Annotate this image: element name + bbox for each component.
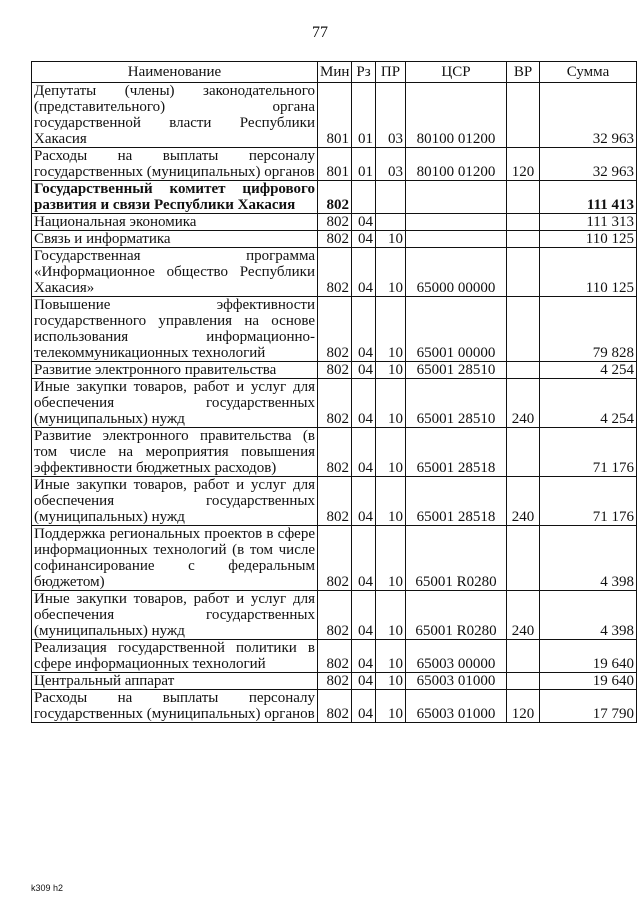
footer-code: k309 h2	[31, 883, 64, 893]
cell-rz: 04	[352, 248, 376, 297]
cell-name: Связь и информатика	[32, 231, 318, 248]
cell-min: 802	[318, 379, 352, 428]
cell-csr: 65001 28518	[406, 477, 507, 526]
budget-table	[31, 61, 637, 723]
cell-vr	[507, 640, 540, 673]
cell-name: Поддержка региональных проектов в сфере информационных технологий (в том числе софинансирование с федеральным бюджетом)	[32, 526, 318, 591]
table-row	[32, 673, 637, 690]
cell-name: Депутаты (члены) законодательного (представительного) органа государственной власти Республики Хакасия	[32, 83, 318, 148]
cell-min: 801	[318, 148, 352, 181]
header-name: Наименование	[32, 62, 318, 83]
cell-rz: 01	[352, 148, 376, 181]
cell-pr: 10	[376, 477, 406, 526]
cell-vr	[507, 83, 540, 148]
table-row	[32, 214, 637, 231]
cell-vr	[507, 297, 540, 362]
cell-name: Реализация государственной политики в сфере информационных технологий	[32, 640, 318, 673]
cell-pr: 10	[376, 690, 406, 723]
cell-min: 802	[318, 640, 352, 673]
cell-csr: 65003 01000	[406, 690, 507, 723]
cell-csr: 65001 00000	[406, 297, 507, 362]
cell-vr: 240	[507, 477, 540, 526]
cell-rz: 04	[352, 690, 376, 723]
cell-csr: 65000 00000	[406, 248, 507, 297]
cell-vr: 120	[507, 148, 540, 181]
cell-pr: 10	[376, 526, 406, 591]
cell-sum: 79 828	[540, 297, 637, 362]
cell-vr: 120	[507, 690, 540, 723]
cell-name: Государственная программа «Информационное общество Республики Хакасия»	[32, 248, 318, 297]
header-vr: ВР	[507, 62, 540, 83]
table-row	[32, 477, 637, 526]
cell-csr	[406, 231, 507, 248]
cell-rz: 04	[352, 477, 376, 526]
cell-csr	[406, 214, 507, 231]
table-row	[32, 640, 637, 673]
cell-pr: 10	[376, 248, 406, 297]
table-row	[32, 591, 637, 640]
header-min: Мин	[318, 62, 352, 83]
cell-name: Центральный аппарат	[32, 673, 318, 690]
cell-rz: 04	[352, 297, 376, 362]
cell-sum: 110 125	[540, 248, 637, 297]
cell-pr: 10	[376, 297, 406, 362]
cell-vr: 240	[507, 379, 540, 428]
cell-sum: 71 176	[540, 428, 637, 477]
table-row	[32, 379, 637, 428]
table-row	[32, 181, 637, 214]
cell-sum: 4 398	[540, 526, 637, 591]
cell-min: 802	[318, 181, 352, 214]
cell-sum: 4 254	[540, 362, 637, 379]
cell-min: 802	[318, 248, 352, 297]
page-number: 77	[312, 24, 328, 41]
cell-pr: 10	[376, 428, 406, 477]
cell-pr: 10	[376, 379, 406, 428]
cell-vr	[507, 362, 540, 379]
cell-rz: 04	[352, 673, 376, 690]
cell-sum: 111 413	[540, 181, 637, 214]
cell-csr: 65001 R0280	[406, 526, 507, 591]
header-csr: ЦСР	[406, 62, 507, 83]
cell-min: 802	[318, 214, 352, 231]
cell-csr: 65001 28510	[406, 362, 507, 379]
table-row	[32, 428, 637, 477]
cell-csr: 80100 01200	[406, 83, 507, 148]
table-row	[32, 248, 637, 297]
cell-name: Развитие электронного правительства	[32, 362, 318, 379]
header-row	[32, 62, 637, 83]
cell-pr: 10	[376, 673, 406, 690]
cell-rz: 04	[352, 379, 376, 428]
cell-sum: 19 640	[540, 673, 637, 690]
cell-pr	[376, 181, 406, 214]
cell-name: Иные закупки товаров, работ и услуг для обеспечения государственных (муниципальных) нужд	[32, 379, 318, 428]
cell-min: 802	[318, 362, 352, 379]
cell-vr	[507, 231, 540, 248]
cell-vr	[507, 181, 540, 214]
cell-sum: 111 313	[540, 214, 637, 231]
cell-sum: 17 790	[540, 690, 637, 723]
cell-sum: 32 963	[540, 148, 637, 181]
table-row	[32, 362, 637, 379]
budget-table-body	[32, 83, 637, 723]
cell-rz	[352, 181, 376, 214]
cell-pr: 10	[376, 591, 406, 640]
header-sum: Сумма	[540, 62, 637, 83]
cell-min: 801	[318, 83, 352, 148]
cell-name: Иные закупки товаров, работ и услуг для обеспечения государственных (муниципальных) нужд	[32, 591, 318, 640]
cell-sum: 4 254	[540, 379, 637, 428]
cell-rz: 01	[352, 83, 376, 148]
cell-vr	[507, 214, 540, 231]
cell-min: 802	[318, 673, 352, 690]
cell-sum: 71 176	[540, 477, 637, 526]
cell-vr	[507, 673, 540, 690]
cell-pr: 10	[376, 640, 406, 673]
cell-pr: 10	[376, 362, 406, 379]
cell-rz: 04	[352, 362, 376, 379]
table-row	[32, 231, 637, 248]
cell-csr: 65003 01000	[406, 673, 507, 690]
cell-name: Развитие электронного правительства (в том числе на мероприятия повышения эффективности бюджетных расходов)	[32, 428, 318, 477]
table-row	[32, 526, 637, 591]
cell-sum: 19 640	[540, 640, 637, 673]
header-rz: Рз	[352, 62, 376, 83]
cell-vr	[507, 526, 540, 591]
cell-min: 802	[318, 297, 352, 362]
cell-pr: 03	[376, 148, 406, 181]
cell-name: Повышение эффективности государственного управления на основе использования информационно-телекоммуникационных технологий	[32, 297, 318, 362]
cell-vr: 240	[507, 591, 540, 640]
cell-min: 802	[318, 591, 352, 640]
cell-pr: 03	[376, 83, 406, 148]
cell-name: Иные закупки товаров, работ и услуг для обеспечения государственных (муниципальных) нужд	[32, 477, 318, 526]
cell-sum: 110 125	[540, 231, 637, 248]
cell-csr	[406, 181, 507, 214]
cell-name: Государственный комитет цифрового развития и связи Республики Хакасия	[32, 181, 318, 214]
cell-rz: 04	[352, 591, 376, 640]
cell-pr	[376, 214, 406, 231]
cell-min: 802	[318, 231, 352, 248]
table-row	[32, 148, 637, 181]
table-row	[32, 690, 637, 723]
cell-sum: 32 963	[540, 83, 637, 148]
cell-csr: 65001 28518	[406, 428, 507, 477]
cell-min: 802	[318, 428, 352, 477]
cell-rz: 04	[352, 428, 376, 477]
cell-rz: 04	[352, 214, 376, 231]
cell-min: 802	[318, 526, 352, 591]
table-row	[32, 83, 637, 148]
table-row	[32, 297, 637, 362]
cell-name: Расходы на выплаты персоналу государственных (муниципальных) органов	[32, 690, 318, 723]
cell-rz: 04	[352, 526, 376, 591]
cell-name: Расходы на выплаты персоналу государственных (муниципальных) органов	[32, 148, 318, 181]
cell-min: 802	[318, 690, 352, 723]
cell-csr: 65001 28510	[406, 379, 507, 428]
cell-rz: 04	[352, 231, 376, 248]
cell-csr: 80100 01200	[406, 148, 507, 181]
header-pr: ПР	[376, 62, 406, 83]
cell-name: Национальная экономика	[32, 214, 318, 231]
cell-pr: 10	[376, 231, 406, 248]
cell-csr: 65001 R0280	[406, 591, 507, 640]
cell-vr	[507, 428, 540, 477]
cell-rz: 04	[352, 640, 376, 673]
cell-csr: 65003 00000	[406, 640, 507, 673]
cell-sum: 4 398	[540, 591, 637, 640]
cell-min: 802	[318, 477, 352, 526]
cell-vr	[507, 248, 540, 297]
